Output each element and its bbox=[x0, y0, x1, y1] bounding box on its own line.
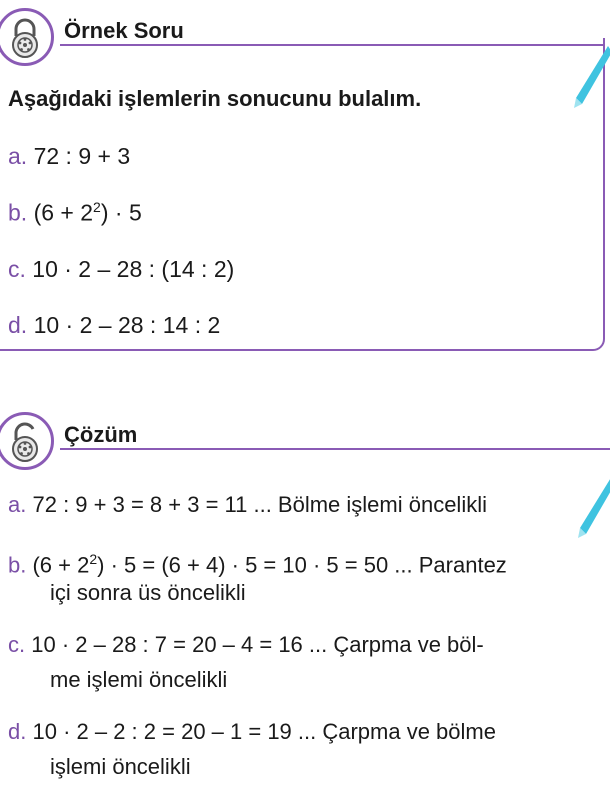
example-title-underline bbox=[60, 44, 605, 46]
pencil-icon bbox=[572, 44, 610, 110]
item-label: d. bbox=[8, 719, 27, 744]
question-item-d bbox=[8, 312, 220, 339]
item-label: a. bbox=[8, 143, 28, 169]
answer-text: 72 : 9 + 3 = 8 + 3 = 11 ... Bölme işlemi öncelikli bbox=[32, 492, 487, 517]
padlock-locked-icon bbox=[5, 16, 45, 60]
example-question-box bbox=[0, 38, 605, 351]
expression-text: (6 + 2 bbox=[33, 199, 94, 226]
question-item-a bbox=[8, 143, 130, 170]
answer-item-d bbox=[8, 714, 496, 750]
exponent: 2 bbox=[89, 551, 98, 567]
expression-text-rest: ) · 5 bbox=[100, 199, 142, 226]
item-label: b. bbox=[8, 199, 28, 226]
item-label: c. bbox=[8, 256, 26, 282]
answer-text: 10 · 2 – 28 : 7 = 20 – 4 = 16 ... Çarpma ve böl- bbox=[31, 632, 484, 657]
item-label: c. bbox=[8, 632, 26, 657]
expression-text: 10 · 2 – 28 : 14 : 2 bbox=[33, 312, 221, 338]
solution-badge bbox=[0, 412, 54, 470]
answer-item-a bbox=[8, 487, 487, 523]
item-label: d. bbox=[8, 312, 28, 338]
expression-text: 72 : 9 + 3 bbox=[33, 143, 131, 169]
answer-item-b bbox=[8, 541, 507, 583]
answer-text: 10 · 2 – 2 : 2 = 20 – 1 = 19 ... Çarpma ve bölme bbox=[32, 719, 496, 744]
exponent: 2 bbox=[93, 199, 101, 215]
item-label: a. bbox=[8, 492, 27, 517]
answer-continuation-d: işlemi öncelikli bbox=[50, 754, 191, 779]
solution-title-underline bbox=[60, 448, 610, 450]
answer-continuation-b: içi sonra üs öncelikli bbox=[50, 580, 246, 605]
padlock-open-icon bbox=[5, 420, 45, 464]
solution-title: Çözüm bbox=[64, 422, 138, 447]
pencil-icon bbox=[576, 474, 610, 540]
expression-text: 10 · 2 – 28 : (14 : 2) bbox=[32, 256, 235, 282]
item-label: b. bbox=[8, 552, 27, 578]
answer-item-c bbox=[8, 627, 484, 663]
answer-text-rest: ) · 5 = (6 + 4) · 5 = 10 · 5 = 50 ... Parantez bbox=[97, 552, 507, 578]
example-title: Örnek Soru bbox=[64, 18, 184, 43]
answer-text: (6 + 2 bbox=[32, 552, 90, 578]
question-item-c bbox=[8, 256, 234, 283]
question-item-b bbox=[8, 199, 142, 227]
answer-continuation-c: me işlemi öncelikli bbox=[50, 667, 228, 692]
instruction-text: Aşağıdaki işlemlerin sonucunu bulalım. bbox=[8, 86, 422, 111]
